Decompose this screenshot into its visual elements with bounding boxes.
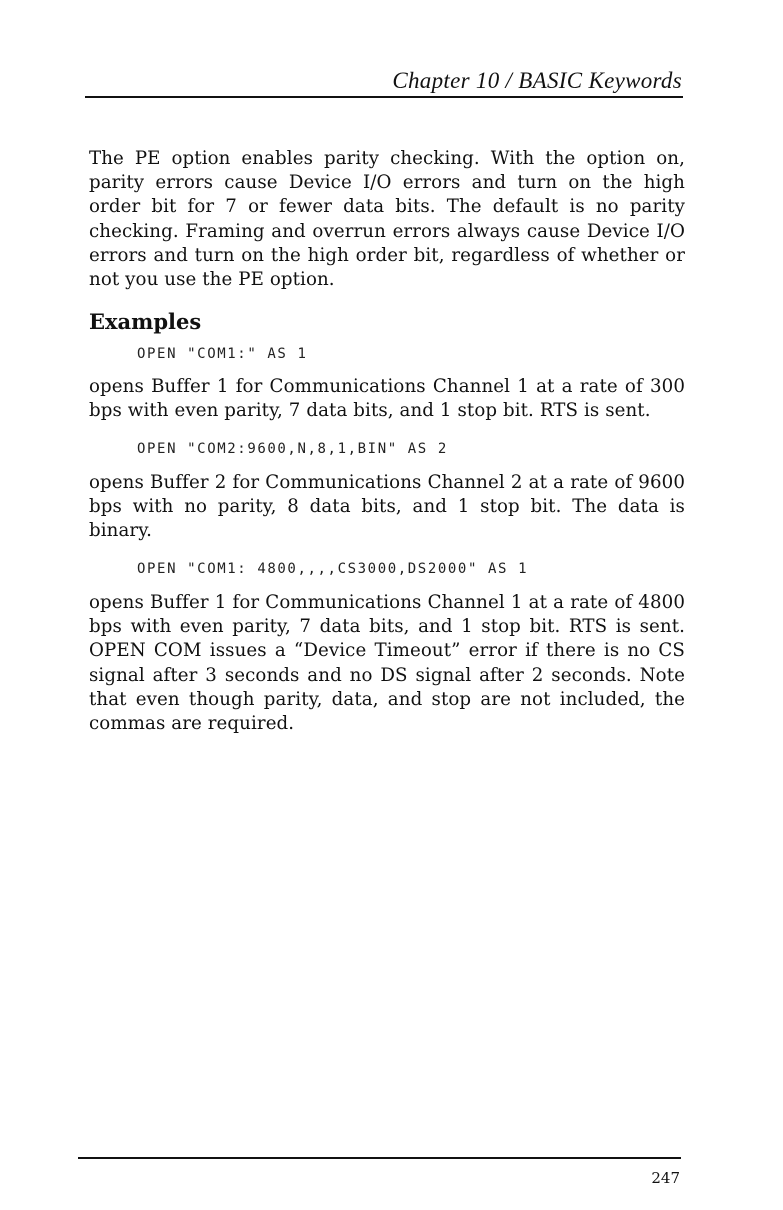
example-3-code: OPEN "COM1: 4800,,,,CS3000,DS2000" AS 1 <box>137 561 529 577</box>
example-2-description: opens Buffer 2 for Communications Channel 2 at a rate of 9600 bps with no parity, 8 data bits, and 1 stop bit. The data is binary. <box>89 472 685 542</box>
page-number: 247 <box>651 1169 680 1187</box>
example-3-description: opens Buffer 1 for Communications Channel 1 at a rate of 4800 bps with even parity, 7 data bits, and 1 stop bit. RTS is sent. OPEN COM issues a “Device Timeout” error if there is no CS signal after 3 seconds and no DS signal after 2 seconds. Note that even though parity, data, and stop are not included, the commas are required. <box>89 592 685 735</box>
intro-paragraph: The PE option enables parity checking. With the option on, parity errors cause Device I/O errors and turn on the high order bit for 7 or fewer data bits. The default is no parity checking. Framing and overrun errors always cause Device I/O errors and turn on the high order bit, regardless of whether or not you use the PE option. <box>89 148 685 291</box>
example-1-description: opens Buffer 1 for Communications Channel 1 at a rate of 300 bps with even parity, 7 data bits, and 1 stop bit. RTS is sent. <box>89 376 685 422</box>
footer-rule <box>78 1157 681 1159</box>
header-rule <box>85 96 683 98</box>
running-head: Chapter 10 / BASIC Keywords <box>392 68 682 93</box>
examples-heading: Examples <box>89 309 202 334</box>
example-1-code: OPEN "COM1:" AS 1 <box>137 346 308 362</box>
example-2-code: OPEN "COM2:9600,N,8,1,BIN" AS 2 <box>137 441 448 457</box>
